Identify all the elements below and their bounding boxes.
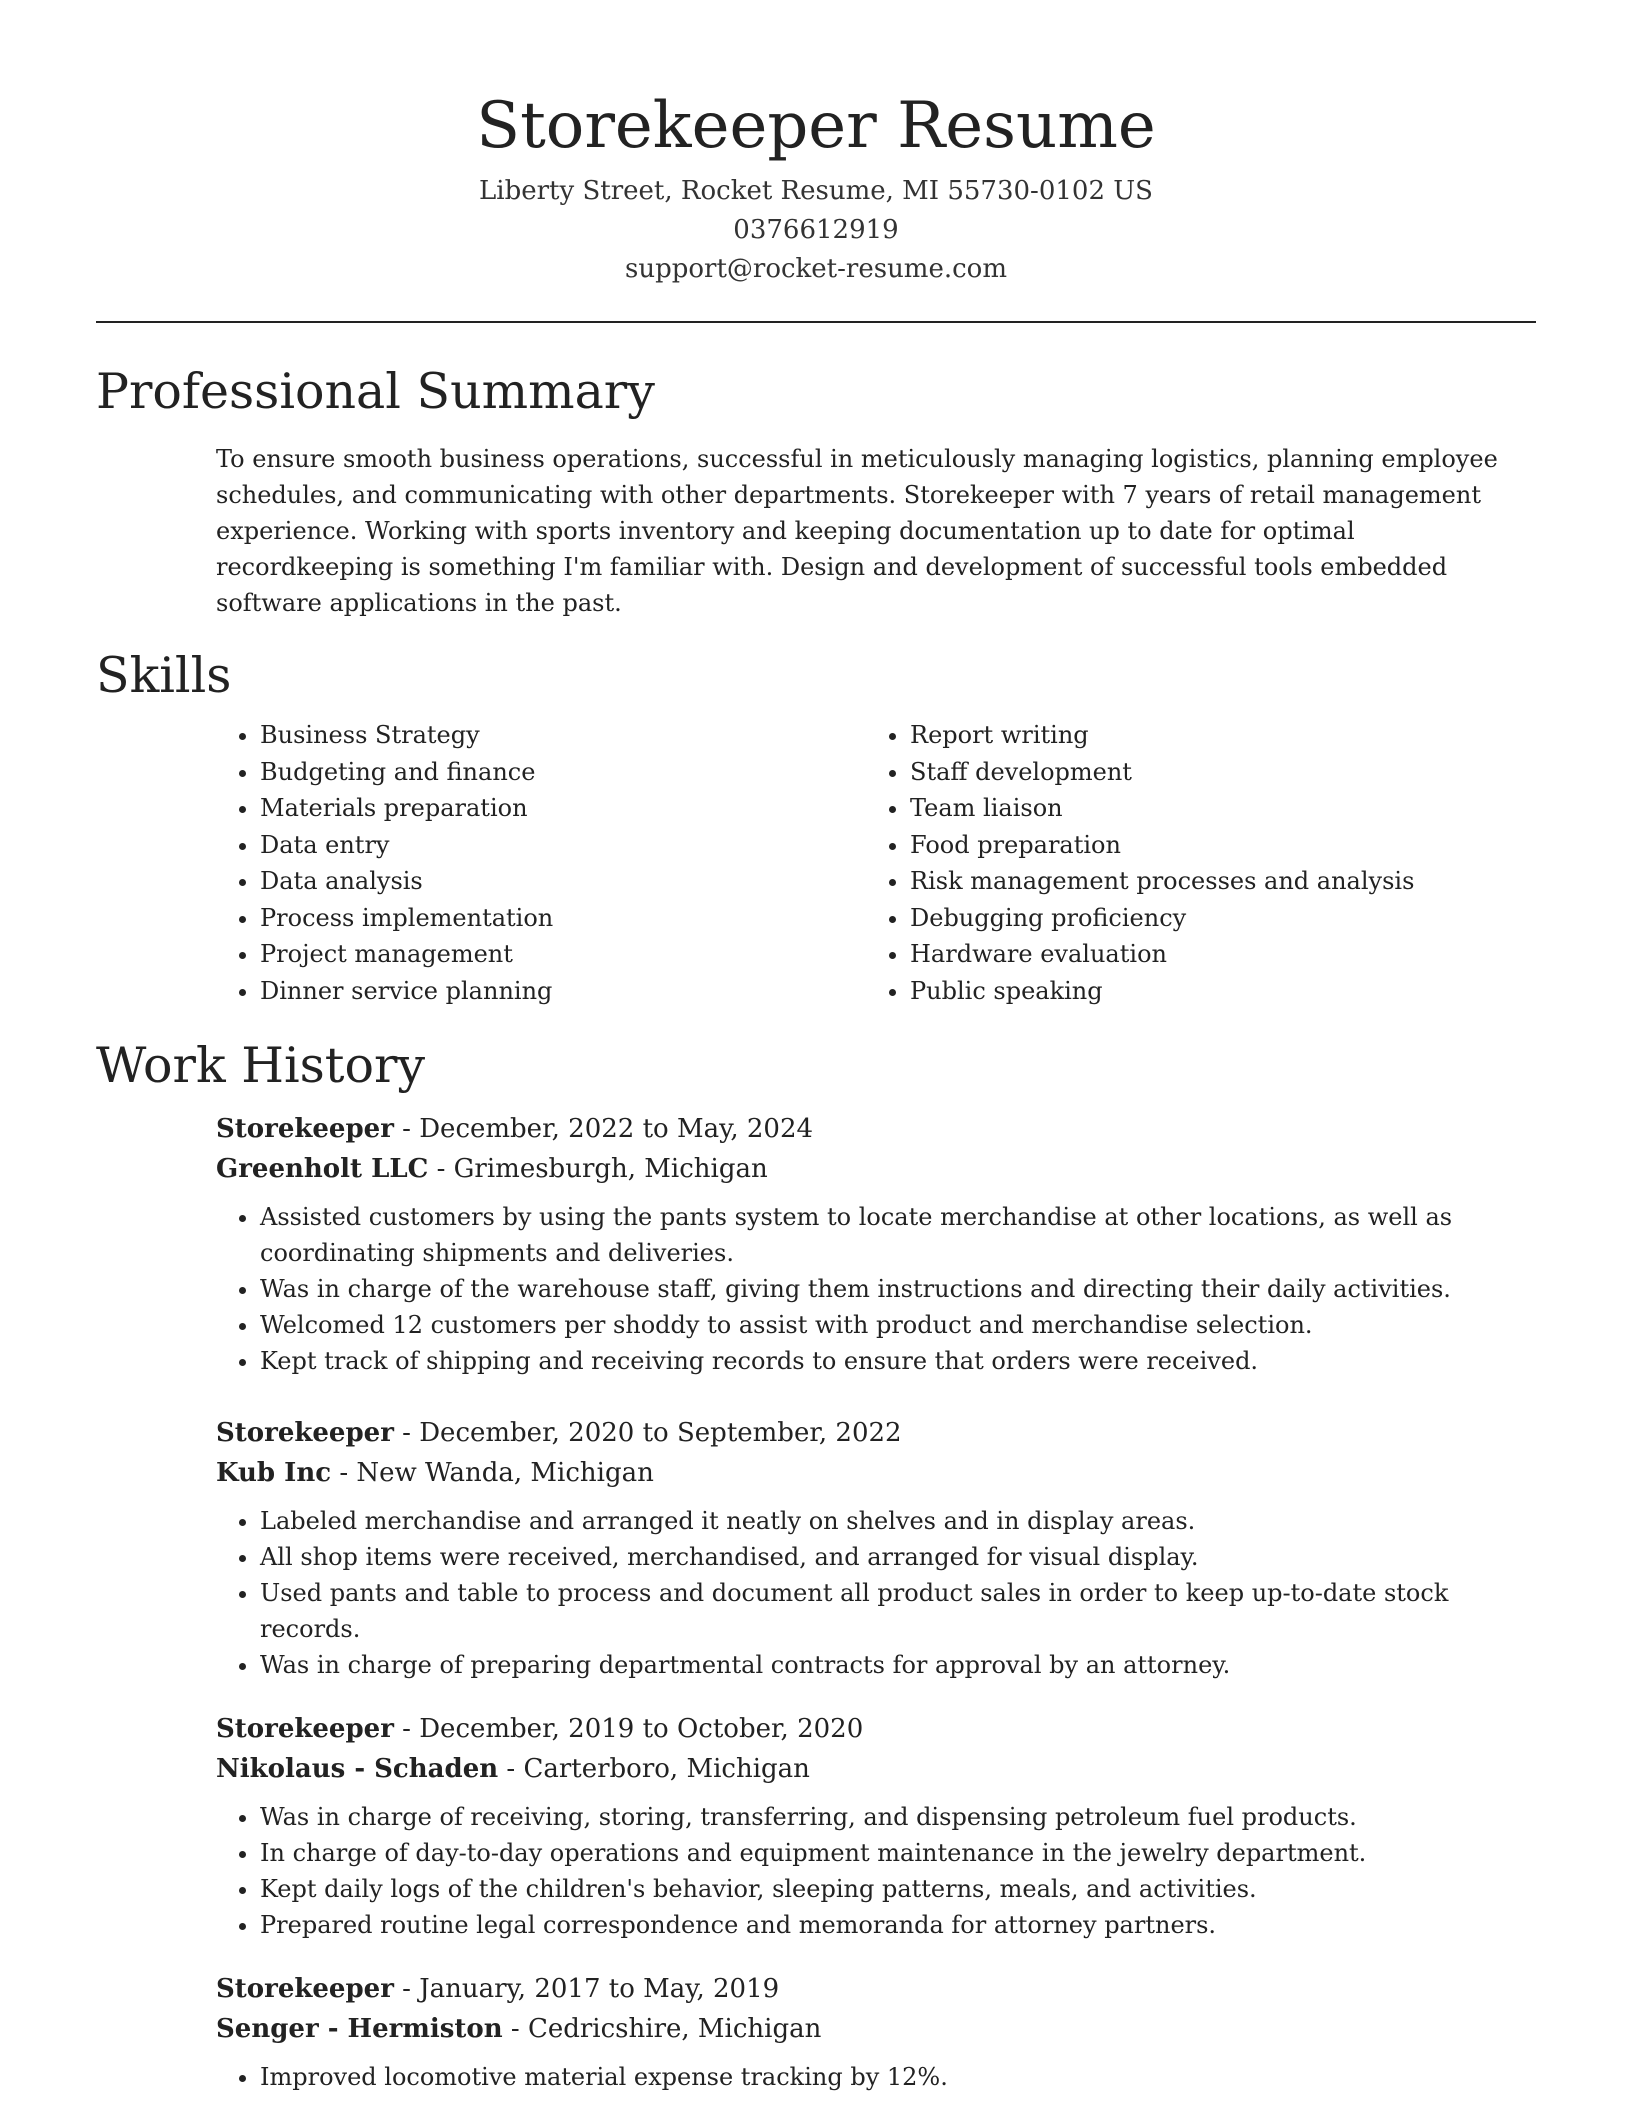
resume-page bbox=[96, 0, 1536, 2095]
skills-heading: Skills bbox=[96, 647, 232, 704]
job-bullet: • Was in charge of preparing departmental contracts for approval by an attorney. bbox=[260, 1647, 1536, 1683]
header-divider bbox=[96, 321, 1536, 323]
job-role: Storekeeper bbox=[216, 1714, 394, 1744]
skill-item: • Staff development bbox=[910, 754, 1414, 791]
summary-heading: Professional Summary bbox=[96, 363, 655, 420]
job-company: Kub Inc bbox=[216, 1458, 332, 1488]
skill-item: • Hardware evaluation bbox=[910, 936, 1414, 973]
job-bullet: • Was in charge of the warehouse staff, giving them instructions and directing their daily activities. bbox=[260, 1271, 1536, 1307]
job-role: Storekeeper bbox=[216, 1974, 394, 2004]
skills-column-1 bbox=[216, 717, 866, 1009]
job-dates: - December, 2020 to September, 2022 bbox=[393, 1418, 902, 1448]
job-bullet: • Welcomed 12 customers per shoddy to assist with product and merchandise selection. bbox=[260, 1307, 1536, 1343]
skill-item: • Debugging proficiency bbox=[910, 900, 1414, 937]
contact-email: support@rocket-resume.com bbox=[624, 254, 1007, 284]
job-company-line bbox=[216, 1149, 1536, 1189]
job-company: Senger - Hermiston bbox=[216, 2014, 503, 2044]
contact-address: Liberty Street, Rocket Resume, MI 55730-0102 US bbox=[479, 176, 1153, 206]
skill-item: • Risk management processes and analysis bbox=[910, 863, 1414, 900]
job-bullet: • All shop items were received, merchandised, and arranged for visual display. bbox=[260, 1539, 1536, 1575]
skill-item: • Public speaking bbox=[910, 973, 1414, 1010]
job-bullet: • Improved locomotive material expense tracking by 12%. bbox=[260, 2059, 1536, 2095]
job-title-line bbox=[216, 1969, 1536, 2009]
resume-header bbox=[96, 0, 1536, 289]
job-company: Nikolaus - Schaden bbox=[216, 1754, 499, 1784]
work-history-heading: Work History bbox=[96, 1037, 426, 1094]
skill-item: • Budgeting and finance bbox=[260, 754, 866, 791]
job-bullets bbox=[216, 1199, 1536, 1379]
contact-phone: 0376612919 bbox=[733, 215, 899, 245]
job-company: Greenholt LLC bbox=[216, 1154, 429, 1184]
job-role: Storekeeper bbox=[216, 1418, 394, 1448]
job-bullet: • Kept daily logs of the children's behavior, sleeping patterns, meals, and activities. bbox=[260, 1871, 1536, 1907]
job-dates: - December, 2019 to October, 2020 bbox=[393, 1714, 864, 1744]
job-bullets bbox=[216, 2059, 1536, 2095]
contact-block bbox=[96, 172, 1536, 289]
skill-item: • Process implementation bbox=[260, 900, 866, 937]
job-location: - Cedricshire, Michigan bbox=[502, 2014, 822, 2044]
skill-item: • Team liaison bbox=[910, 790, 1414, 827]
resume-title: Storekeeper Resume bbox=[476, 89, 1156, 163]
skill-item: • Dinner service planning bbox=[260, 973, 866, 1010]
skill-item: • Data entry bbox=[260, 827, 866, 864]
job-bullet: • Used pants and table to process and document all product sales in order to keep up-to-date stock records. bbox=[260, 1575, 1536, 1647]
job-bullet: • Was in charge of receiving, storing, transferring, and dispensing petroleum fuel products. bbox=[260, 1799, 1536, 1835]
job-bullet: • Prepared routine legal correspondence and memoranda for attorney partners. bbox=[260, 1907, 1536, 1943]
job-location: - Grimesburgh, Michigan bbox=[428, 1154, 768, 1184]
job-company-line bbox=[216, 1453, 1536, 1493]
job-bullets bbox=[216, 1799, 1536, 1943]
job-company-line bbox=[216, 2009, 1536, 2049]
job-dates: - January, 2017 to May, 2019 bbox=[393, 1974, 780, 2004]
job-bullets bbox=[216, 1503, 1536, 1683]
job-role: Storekeeper bbox=[216, 1114, 394, 1144]
skills-column-2 bbox=[866, 717, 1414, 1009]
job-location: - Carterboro, Michigan bbox=[498, 1754, 810, 1784]
skill-item: • Materials preparation bbox=[260, 790, 866, 827]
skills-list bbox=[216, 717, 1536, 1009]
job-bullet: • Labeled merchandise and arranged it neatly on shelves and in display areas. bbox=[260, 1503, 1536, 1539]
skill-item: • Report writing bbox=[910, 717, 1414, 754]
job-entry bbox=[216, 1109, 1536, 1379]
job-dates: - December, 2022 to May, 2024 bbox=[393, 1114, 814, 1144]
job-bullet: • Assisted customers by using the pants system to locate merchandise at other locations, as well as coordinating shipments and deliveries. bbox=[260, 1199, 1536, 1271]
skill-item: • Data analysis bbox=[260, 863, 866, 900]
skill-item: • Project management bbox=[260, 936, 866, 973]
job-bullet: • Kept track of shipping and receiving records to ensure that orders were received. bbox=[260, 1343, 1536, 1379]
skill-item: • Food preparation bbox=[910, 827, 1414, 864]
job-entry bbox=[216, 1709, 1536, 1943]
job-entry bbox=[216, 1413, 1536, 1683]
summary-text: To ensure smooth business operations, successful in meticulously managing logistics, planning employee schedules, and communicating with other departments. Storekeeper with 7 years of retail management experience. Working with sports inventory and keeping documentation up to date for optimal recordkeeping is something I'm familiar with. Design and development of successful tools embedded software applications in the past. bbox=[216, 445, 1498, 617]
job-title-line bbox=[216, 1709, 1536, 1749]
job-title-line bbox=[216, 1413, 1536, 1453]
job-title-line bbox=[216, 1109, 1536, 1149]
job-location: - New Wanda, Michigan bbox=[331, 1458, 654, 1488]
job-company-line bbox=[216, 1749, 1536, 1789]
skill-item: • Business Strategy bbox=[260, 717, 866, 754]
job-bullet: • In charge of day-to-day operations and equipment maintenance in the jewelry department. bbox=[260, 1835, 1536, 1871]
job-entry bbox=[216, 1969, 1536, 2095]
